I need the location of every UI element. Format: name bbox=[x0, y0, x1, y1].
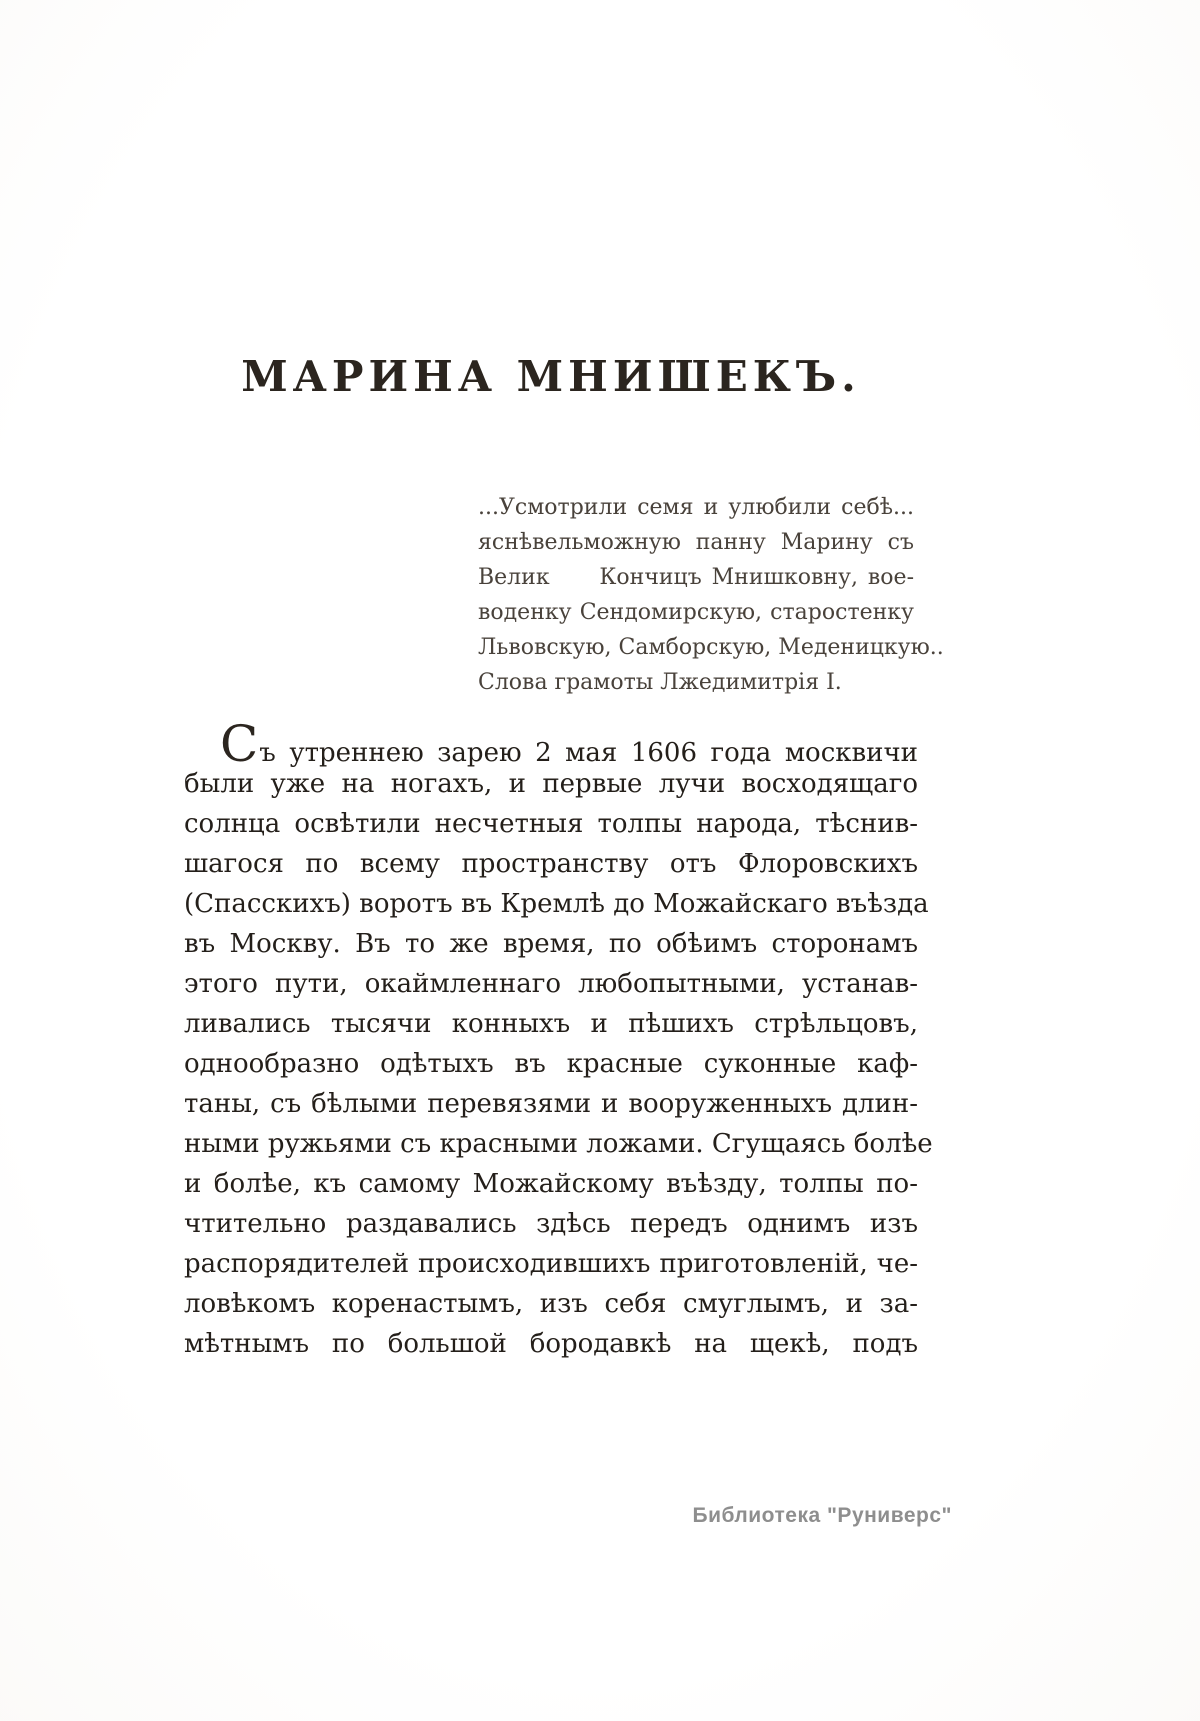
page-title: МАРИНА МНИШЕКЪ. bbox=[241, 352, 861, 401]
library-watermark: Библиотека "Руниверс" bbox=[692, 1504, 952, 1527]
epigraph-line: ...Усмотрили семя и улюбили себѣ... bbox=[478, 495, 914, 520]
epigraph-line: яснѣвельможную панну Марину съ bbox=[478, 530, 914, 555]
body-line: таны, съ бѣлыми перевязями и вооруженныхъ длин- bbox=[184, 1089, 918, 1119]
body-line: этого пути, окаймленнаго любопытными, устанав- bbox=[184, 969, 918, 999]
epigraph bbox=[478, 490, 944, 700]
body-paragraph bbox=[184, 715, 933, 1364]
epigraph-line: воденку Сендомирскую, старостенку bbox=[478, 600, 914, 625]
body-line: мѣтнымъ по большой бородавкѣ на щекѣ, подъ bbox=[184, 1329, 918, 1359]
body-line: солнца освѣтили несчетныя толпы народа, тѣснив- bbox=[184, 809, 918, 839]
epigraph-line: Велик Кончицъ Мнишковну, вое- bbox=[478, 565, 914, 590]
initial-capital: С bbox=[220, 715, 260, 773]
epigraph-line: Львовскую, Самборскую, Меденицкую.. bbox=[478, 635, 944, 660]
body-line bbox=[184, 715, 918, 773]
body-line: распорядителей происходившихъ приготовленій, че- bbox=[184, 1249, 918, 1279]
body-line: ливались тысячи конныхъ и пѣшихъ стрѣльцовъ, bbox=[184, 1009, 918, 1039]
body-line-text: ъ утреннею зарею 2 мая 1606 года москвичи bbox=[259, 738, 918, 768]
body-line: шагося по всему пространству отъ Флоровскихъ bbox=[184, 849, 918, 879]
body-line: ловѣкомъ коренастымъ, изъ себя смуглымъ, и за- bbox=[184, 1289, 918, 1319]
epigraph-attribution: Слова грамоты Лжедимитрія I. bbox=[478, 670, 842, 695]
body-line: (Спасскихъ) воротъ въ Кремлѣ до Можайскаго въѣзда bbox=[184, 889, 929, 919]
body-line: и болѣе, къ самому Можайскому въѣзду, толпы по- bbox=[184, 1169, 918, 1199]
body-line: ными ружьями съ красными ложами. Сгущаясь болѣе bbox=[184, 1129, 933, 1159]
body-line: чтительно раздавались здѣсь передъ однимъ изъ bbox=[184, 1209, 918, 1239]
body-line: однообразно одѣтыхъ въ красные суконные каф- bbox=[184, 1049, 918, 1079]
body-line: въ Москву. Въ то же время, по обѣимъ сторонамъ bbox=[184, 929, 918, 959]
body-line: были уже на ногахъ, и первые лучи восходящаго bbox=[184, 769, 918, 799]
